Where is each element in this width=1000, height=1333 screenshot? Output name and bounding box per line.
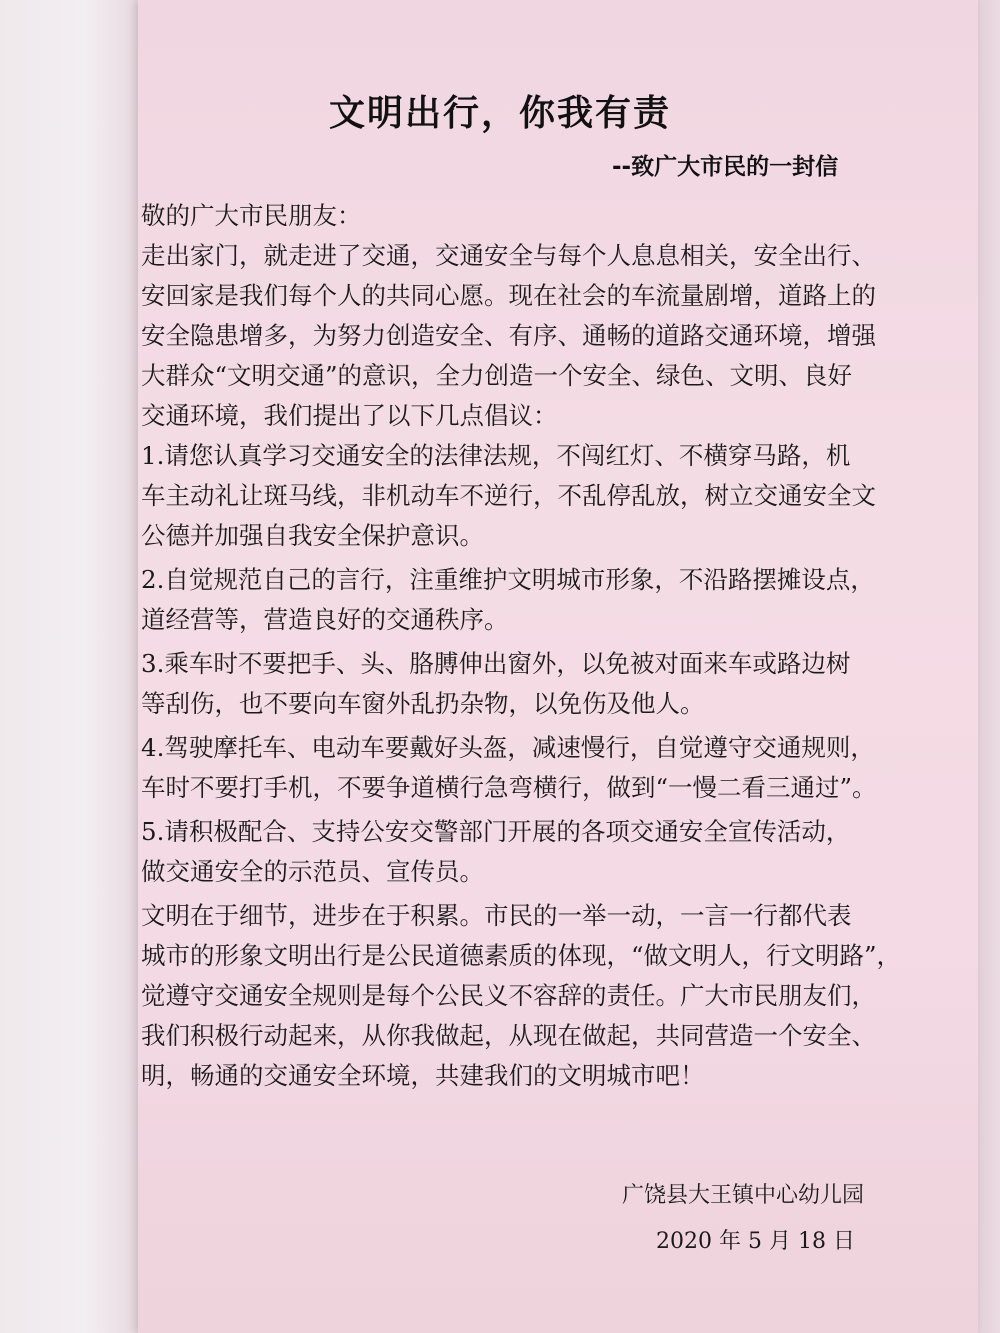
closing-line: 明，畅通的交通安全环境，共建我们的文明城市吧！ (141, 1061, 705, 1090)
item-line: 做交通安全的示范员、宣传员。 (141, 857, 484, 886)
salutation: 敬的广大市民朋友： (141, 201, 362, 230)
item-line: 3.乘车时不要把手、头、胳膊伸出窗外，以免被对面来车或路边树 (141, 649, 851, 678)
body-line: 安全隐患增多，为努力创造安全、有序、通畅的道路交通环境，增强 (141, 321, 876, 350)
closing-line: 觉遵守交通安全规则是每个公民义不容辞的责任。广大市民朋友们， (141, 981, 876, 1010)
letter-date: 2020 年 5 月 18 日 (656, 1229, 855, 1254)
item-line: 道经营等，营造良好的交通秩序。 (141, 605, 509, 634)
background-wall (0, 0, 140, 1333)
item-line: 4.驾驶摩托车、电动车要戴好头盔，减速慢行，自觉遵守交通规则， (141, 733, 875, 762)
item-line: 5.请积极配合、支持公安交警部门开展的各项交通安全宣传活动， (141, 817, 851, 846)
item-line: 车主动礼让斑马线，非机动车不逆行，不乱停乱放，树立交通安全文 (141, 481, 876, 510)
signature: 广饶县大王镇中心幼儿园 (622, 1183, 865, 1208)
body-line: 安回家是我们每个人的共同心愿。现在社会的车流量剧增，道路上的 (141, 281, 876, 310)
letter-body (141, 196, 901, 1096)
body-line: 走出家门，就走进了交通，交通安全与每个人息息相关，安全出行、 (141, 241, 876, 270)
item-line: 2.自觉规范自己的言行，注重维护文明城市形象，不沿路摆摊设点， (141, 565, 875, 594)
closing-line: 文明在于细节，进步在于积累。市民的一举一动，一言一行都代表 (141, 901, 852, 930)
item-line: 公德并加强自我安全保护意识。 (141, 521, 484, 550)
body-line: 大群众“文明交通”的意识，全力创造一个安全、绿色、文明、良好 (141, 361, 853, 390)
letter-title: 文明出行，你我有责 (328, 93, 671, 134)
item-line: 等刮伤，也不要向车窗外乱扔杂物，以免伤及他人。 (141, 689, 705, 718)
letter-subtitle: --致广大市民的一封信 (612, 154, 839, 180)
closing-line: 我们积极行动起来，从你我做起，从现在做起，共同营造一个安全、 (141, 1021, 876, 1050)
item-line: 1.请您认真学习交通安全的法律法规，不闯红灯、不横穿马路，机 (141, 441, 851, 470)
closing-line: 城市的形象文明出行是公民道德素质的体现，“做文明人，行文明路”， (141, 941, 902, 970)
body-line: 交通环境，我们提出了以下几点倡议： (141, 401, 558, 430)
item-line: 车时不要打手机，不要争道横行急弯横行，做到“一慢二看三通过”。 (141, 773, 877, 802)
